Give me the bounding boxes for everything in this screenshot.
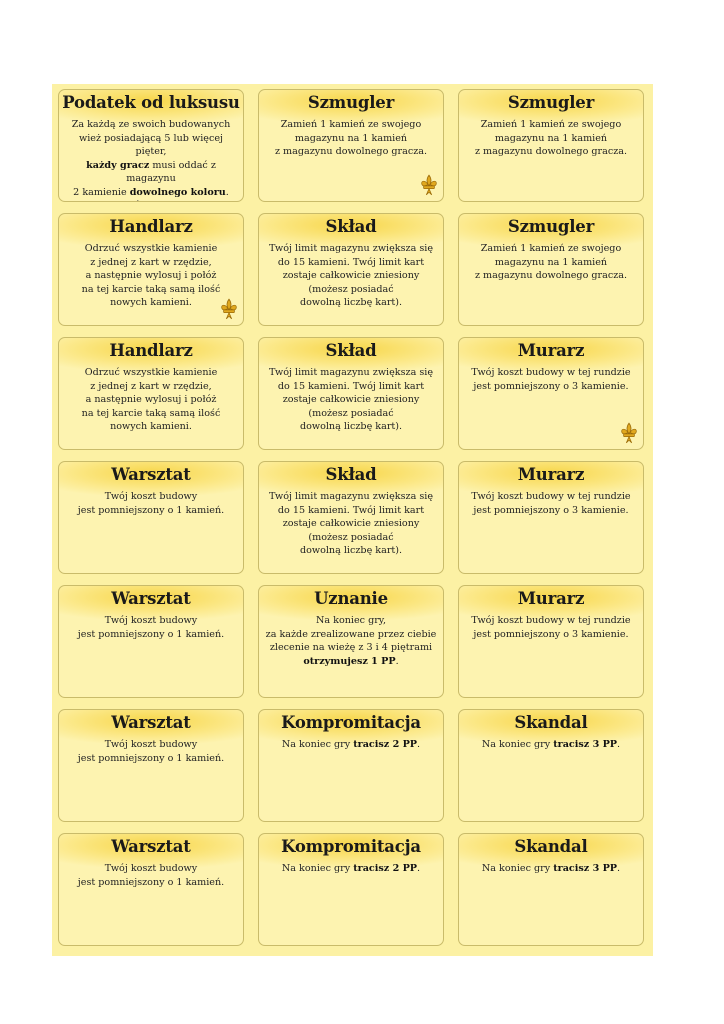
card-text-span: Twój koszt budowy w tej rundzie — [471, 367, 631, 378]
game-card — [58, 89, 244, 202]
card-title: Szmugler — [507, 93, 595, 112]
card-text-line — [65, 738, 237, 752]
card-text-span: do 15 kamieni. Twój limit kart — [277, 380, 425, 392]
card-text-span: nowych kamieni. — [110, 421, 192, 432]
card-text-line — [65, 118, 237, 132]
card-text — [265, 118, 437, 159]
card-text-line — [465, 628, 637, 642]
card-text — [65, 490, 237, 517]
card-text-bold: otrzymujesz 1 PP — [303, 655, 396, 667]
card-text-span: Za każdą ze swoich budowanych — [71, 119, 231, 130]
card-text — [265, 738, 437, 752]
card-text-line — [265, 380, 437, 394]
card-text-span: z jednej z kart w rzędzie, — [90, 256, 212, 268]
game-card — [458, 89, 644, 202]
card-text-span: Zamień 1 kamień ze swojego — [480, 119, 622, 130]
card-title: Warsztat — [111, 589, 191, 608]
card-text-span: z magazynu dowolnego gracza. — [274, 146, 428, 157]
card-title: Murarz — [517, 341, 585, 360]
card-text-span: jest pomniejszony o 3 kamienie. — [473, 504, 629, 516]
card-text-line — [265, 283, 437, 297]
card-text-span: (możesz posiadać — [308, 531, 394, 543]
card-text-span: zostaje całkowicie zniesiony — [282, 518, 420, 529]
card-text-line — [65, 366, 237, 380]
card-text-line — [265, 641, 437, 655]
card-text — [265, 366, 437, 434]
card-title: Handlarz — [109, 341, 193, 360]
card-text-line — [265, 118, 437, 132]
game-card — [258, 833, 444, 946]
card-text-line — [265, 132, 437, 146]
card-text-span: Twój limit magazynu zwiększa się — [268, 243, 434, 254]
game-card — [58, 833, 244, 946]
card-title: Skandal — [514, 837, 588, 856]
card-text-line — [65, 132, 237, 159]
game-card — [458, 585, 644, 698]
card-title: Skład — [325, 217, 377, 236]
card-title: Szmugler — [307, 93, 395, 112]
card-text-span: Twój koszt budowy — [104, 863, 198, 874]
card-title: Warsztat — [111, 837, 191, 856]
card-text-span: zostaje całkowicie zniesiony — [282, 394, 420, 405]
card-text-span: magazynu na 1 kamień — [494, 256, 608, 268]
card-text-span: Twój koszt budowy — [104, 739, 198, 750]
card-text-line — [65, 199, 237, 202]
card-text-line — [465, 614, 637, 628]
card-text-line — [65, 380, 237, 394]
card-text-span: nowych kamieni. — [110, 297, 192, 308]
game-card — [258, 89, 444, 202]
card-text — [465, 862, 637, 876]
card-text-line — [65, 269, 237, 283]
card-title: Kompromitacja — [281, 713, 421, 732]
card-text-line — [265, 407, 437, 421]
card-text-bold: każdy gracz — [86, 159, 150, 171]
card-text-line — [265, 614, 437, 628]
card-text — [65, 118, 237, 202]
fleur-de-lis-icon — [620, 422, 638, 444]
card-text-span: z jednej z kart w rzędzie, — [90, 380, 212, 392]
card-text-line — [65, 490, 237, 504]
game-card — [458, 213, 644, 326]
card-text — [465, 366, 637, 393]
card-text-span: z magazynu dowolnego gracza. — [474, 270, 628, 281]
game-card — [58, 213, 244, 326]
card-text — [265, 242, 437, 310]
card-text-line — [265, 256, 437, 270]
card-text-span: Na koniec gry, — [315, 615, 387, 626]
card-text — [265, 490, 437, 558]
card-text-span: . — [417, 863, 421, 874]
card-title: Murarz — [517, 589, 585, 608]
card-text-span: musi oddać z magazynu — [126, 159, 216, 184]
card-text-span: Twój limit magazynu zwiększa się — [268, 491, 434, 502]
card-text-line — [265, 738, 437, 752]
card-text-span: a następnie wylosuj i połóż — [85, 270, 217, 281]
card-text — [265, 614, 437, 668]
card-text-span: Twój limit magazynu zwiększa się — [268, 367, 434, 378]
card-text-span: Na koniec gry — [481, 863, 554, 874]
card-title: Szmugler — [507, 217, 595, 236]
card-text — [65, 738, 237, 765]
card-text-span: Twój koszt budowy w tej rundzie — [471, 491, 631, 502]
card-text-line — [265, 517, 437, 531]
card-title: Handlarz — [109, 217, 193, 236]
card-text-line — [465, 242, 637, 256]
card-text — [465, 242, 637, 283]
card-text-line — [265, 366, 437, 380]
fleur-de-lis-icon — [420, 174, 438, 196]
card-text-span: na tej karcie taką samą ilość — [81, 407, 221, 419]
card-text — [465, 738, 637, 752]
game-card — [458, 709, 644, 822]
card-text-line — [465, 118, 637, 132]
card-text-line — [65, 420, 237, 434]
card-text-line — [465, 490, 637, 504]
card-text-span: z magazynu dowolnego gracza. — [474, 146, 628, 157]
card-text-span: . — [417, 739, 421, 750]
card-text-span: Twój koszt budowy w tej rundzie — [471, 615, 631, 626]
card-text — [65, 862, 237, 889]
card-text-span: Zamień 1 kamień ze swojego — [480, 243, 622, 254]
game-card — [58, 709, 244, 822]
card-text-line — [65, 628, 237, 642]
card-text-span: a następnie wylosuj i połóż — [85, 394, 217, 405]
card-text-line — [65, 186, 237, 200]
card-text — [465, 118, 637, 159]
card-text-bold: dowolnego koloru — [129, 186, 226, 198]
card-text-span: do 15 kamieni. Twój limit kart — [277, 256, 425, 268]
card-text-bold: tracisz 3 PP — [553, 863, 618, 874]
game-card — [258, 337, 444, 450]
card-title: Skład — [325, 341, 377, 360]
card-text-span: . — [617, 863, 621, 874]
card-text-span: jest pomniejszony o 3 kamienie. — [473, 380, 629, 392]
card-text-span: . — [225, 186, 229, 198]
card-text-line — [465, 862, 637, 876]
card-text — [65, 242, 237, 310]
game-card — [58, 337, 244, 450]
game-card — [458, 337, 644, 450]
card-text-line — [65, 283, 237, 297]
card-text-span: Twój koszt budowy — [104, 491, 198, 502]
card-text-line — [65, 393, 237, 407]
card-title: Uznanie — [314, 589, 388, 608]
card-text — [265, 862, 437, 876]
card-text — [465, 614, 637, 641]
card-text-span: jest pomniejszony o 3 kamienie. — [473, 628, 629, 640]
card-text-span: jest pomniejszony o 1 kamień. — [77, 752, 225, 764]
card-text-line — [265, 628, 437, 642]
card-text-bold: tracisz 2 PP — [353, 863, 418, 874]
card-title: Kompromitacja — [281, 837, 421, 856]
card-text-span: Na koniec gry — [281, 863, 354, 874]
card-text-line — [465, 132, 637, 146]
card-text-span: 2 kamienie — [73, 186, 130, 198]
card-text-span: Twój koszt budowy — [104, 615, 198, 626]
game-card — [258, 461, 444, 574]
card-text-line — [465, 380, 637, 394]
card-text-line — [65, 296, 237, 310]
card-text-span: Zamień 1 kamień ze swojego — [280, 119, 422, 130]
fleur-de-lis-icon — [220, 298, 238, 320]
game-card — [58, 461, 244, 574]
card-text-span: Odrzuć wszystkie kamienie — [84, 243, 218, 254]
card-text-line — [65, 256, 237, 270]
card-title: Warsztat — [111, 465, 191, 484]
card-text-span: . — [395, 655, 399, 667]
card-text-span: (możesz posiadać — [308, 283, 394, 295]
card-text-span: Na koniec gry — [481, 739, 554, 750]
card-title: Warsztat — [111, 713, 191, 732]
card-text-line — [65, 752, 237, 766]
card-text-span: za każde zrealizowane przez ciebie — [265, 628, 437, 640]
card-text-span: wież posiadającą 5 lub więcej pięter, — [79, 132, 223, 157]
card-text — [65, 614, 237, 641]
card-text-span: . — [617, 739, 621, 750]
card-text-line — [265, 296, 437, 310]
card-title: Skandal — [514, 713, 588, 732]
card-text-line — [465, 256, 637, 270]
card-text-line — [265, 242, 437, 256]
card-text-line — [465, 738, 637, 752]
game-card — [258, 709, 444, 822]
card-title: Murarz — [517, 465, 585, 484]
card-text-line — [265, 504, 437, 518]
game-card — [458, 833, 644, 946]
card-title: Skład — [325, 465, 377, 484]
card-text-span: do 15 kamieni. Twój limit kart — [277, 504, 425, 516]
game-card — [458, 461, 644, 574]
card-text-span: dowolną liczbę kart). — [299, 297, 403, 308]
card-text-bold: tracisz 3 PP — [553, 739, 618, 750]
card-text — [465, 490, 637, 517]
card-text-span: jest pomniejszony o 1 kamień. — [77, 876, 225, 888]
card-text-line — [65, 159, 237, 186]
card-text-span: zlecenie na wieżę z 3 i 4 piętrami — [269, 642, 433, 653]
card-text-span: magazynu na 1 kamień — [494, 132, 608, 144]
game-card — [58, 585, 244, 698]
card-text-span: jest pomniejszony o 1 kamień. — [77, 504, 225, 516]
card-text-line — [265, 544, 437, 558]
card-text-line — [265, 655, 437, 669]
card-text-span: dowolną liczbę kart). — [299, 421, 403, 432]
card-text-line — [65, 504, 237, 518]
card-text-span — [75, 200, 226, 202]
card-text-line — [265, 531, 437, 545]
card-text-span: (możesz posiadać — [308, 407, 394, 419]
card-text-line — [265, 145, 437, 159]
card-text-line — [65, 862, 237, 876]
card-text-line — [65, 876, 237, 890]
card-text-line — [265, 420, 437, 434]
game-card — [258, 585, 444, 698]
card-text-line — [265, 490, 437, 504]
card-text-span: Na koniec gry — [281, 739, 354, 750]
card-text — [65, 366, 237, 434]
card-text-span: jest pomniejszony o 1 kamień. — [77, 628, 225, 640]
card-text-bold: tracisz 2 PP — [353, 739, 418, 750]
card-text-line — [65, 614, 237, 628]
card-text-line — [65, 242, 237, 256]
card-text-line — [465, 366, 637, 380]
card-text-line — [465, 269, 637, 283]
card-sheet — [52, 84, 653, 956]
card-title: Podatek od luksusu — [62, 93, 240, 112]
card-text-line — [465, 145, 637, 159]
game-card — [258, 213, 444, 326]
card-text-line — [265, 862, 437, 876]
card-text-span: na tej karcie taką samą ilość — [81, 283, 221, 295]
card-text-span: Odrzuć wszystkie kamienie — [84, 367, 218, 378]
card-text-span: magazynu na 1 kamień — [294, 132, 408, 144]
card-text-span: zostaje całkowicie zniesiony — [282, 270, 420, 281]
card-text-line — [265, 269, 437, 283]
card-text-line — [65, 407, 237, 421]
card-text-line — [465, 504, 637, 518]
card-text-line — [265, 393, 437, 407]
card-text-span: dowolną liczbę kart). — [299, 545, 403, 556]
